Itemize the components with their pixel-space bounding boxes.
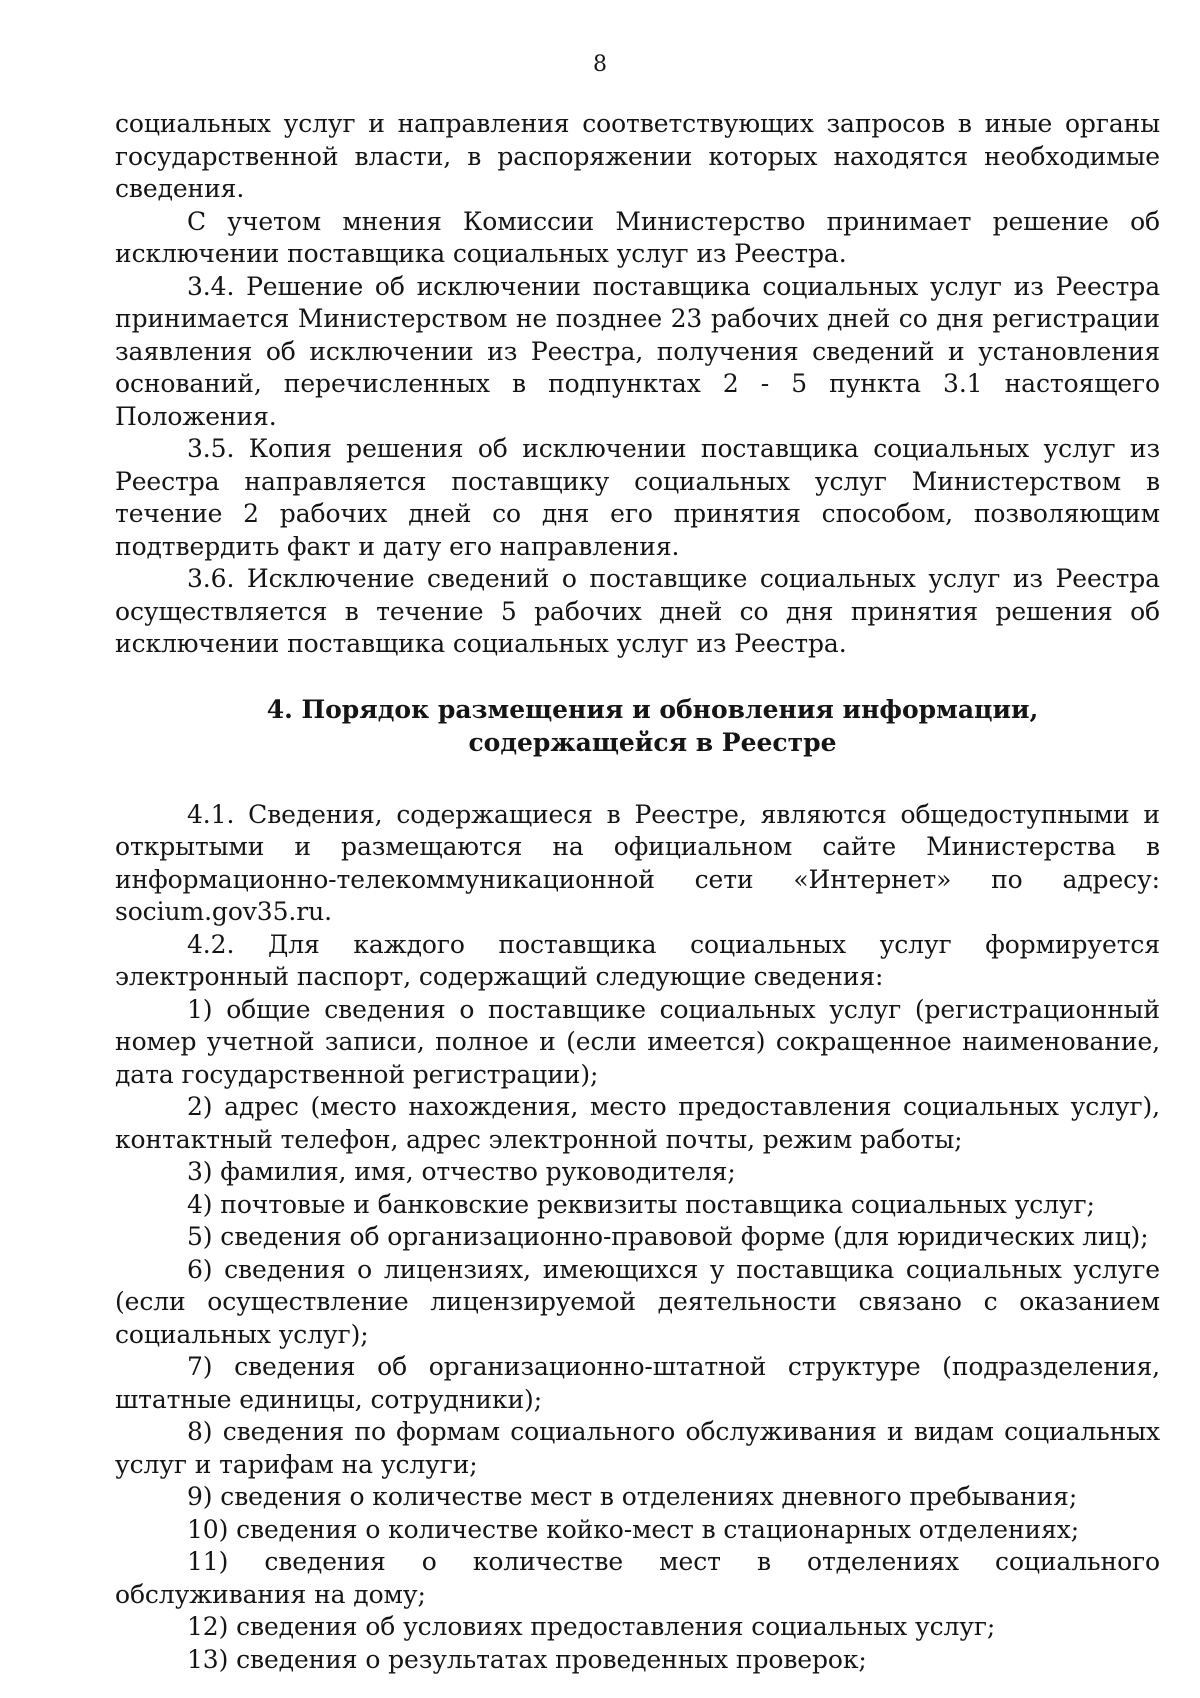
list-item-8: 8) сведения по формам социального обслуживания и видам социальных услуг и тарифам на услуги; <box>115 1417 1160 1479</box>
paragraph-4-1: 4.1. Сведения, содержащиеся в Реестре, являются общедоступными и открытыми и размещаются на официальном сайте Министерства в информационно-телекоммуникационной сети «Интернет» по адресу: socium.gov35.ru. <box>115 799 1160 926</box>
list-item-12: 12) сведения об условиях предоставления социальных услуг; <box>187 1612 996 1641</box>
list-item-9: 9) сведения о количестве мест в отделениях дневного пребывания; <box>187 1482 1078 1511</box>
list-item-6: 6) сведения о лицензиях, имеющихся у поставщика социальных услуге (если осуществление лицензируемой деятельности связано с оказанием социальных услуг); <box>115 1254 1160 1349</box>
page-number: 8 <box>593 52 607 77</box>
section-heading: 4. Порядок размещения и обновления информации, содержащейся в Реестре <box>266 694 1039 757</box>
list-item-3: 3) фамилия, имя, отчество руководителя; <box>187 1157 736 1186</box>
paragraph-3-6: 3.6. Исключение сведений о поставщике социальных услуг из Реестра осуществляется в течение 5 рабочих дней со дня принятия решения об исключении поставщика социальных услуг из Реестра. <box>115 564 1160 658</box>
list-item-7: 7) сведения об организационно-штатной структуре (подразделения, штатные единицы, сотрудники); <box>115 1352 1160 1414</box>
list-item-11: 11) сведения о количестве мест в отделениях социального обслуживания на дому; <box>115 1547 1160 1609</box>
document-body <box>115 108 1160 1676</box>
list-item-1: 1) общие сведения о поставщике социальных услуг (регистрационный номер учетной записи, полное и (если имеется) сокращенное наименование, дата государственной регистрации); <box>115 994 1160 1089</box>
paragraph-3-4: 3.4. Решение об исключении поставщика социальных услуг из Реестра принимается Министерством не позднее 23 рабочих дней со дня регистрации заявления об исключении из Реестра, получения сведений и установления оснований, перечисленных в подпунктах 2 - 5 пункта 3.1 настоящего Положения. <box>115 271 1160 431</box>
paragraph-commission-opinion: С учетом мнения Комиссии Министерство принимает решение об исключении поставщика социальных услуг из Реестра. <box>115 206 1160 268</box>
paragraph-continuation: социальных услуг и направления соответствующих запросов в иные органы государственной власти, в распоряжении которых находятся необходимые сведения. <box>115 109 1160 203</box>
list-item-2: 2) адрес (место нахождения, место предоставления социальных услуг), контактный телефон, адрес электронной почты, режим работы; <box>115 1092 1160 1154</box>
list-item-4: 4) почтовые и банковские реквизиты поставщика социальных услуг; <box>187 1189 1095 1219</box>
list-item-10: 10) сведения о количестве койко-мест в стационарных отделениях; <box>187 1514 1080 1544</box>
paragraph-3-5: 3.5. Копия решения об исключении поставщика социальных услуг из Реестра направляется поставщику социальных услуг Министерством в течение 2 рабочих дней со дня его принятия способом, позволяющим подтвердить факт и дату его направления. <box>115 434 1160 561</box>
paragraph-4-2: 4.2. Для каждого поставщика социальных услуг формируется электронный паспорт, содержащий следующие сведения: <box>115 929 1160 991</box>
list-item-13: 13) сведения о результатах проведенных проверок; <box>187 1644 867 1674</box>
list-item-5: 5) сведения об организационно-правовой форме (для юридических лиц); <box>187 1222 1149 1251</box>
